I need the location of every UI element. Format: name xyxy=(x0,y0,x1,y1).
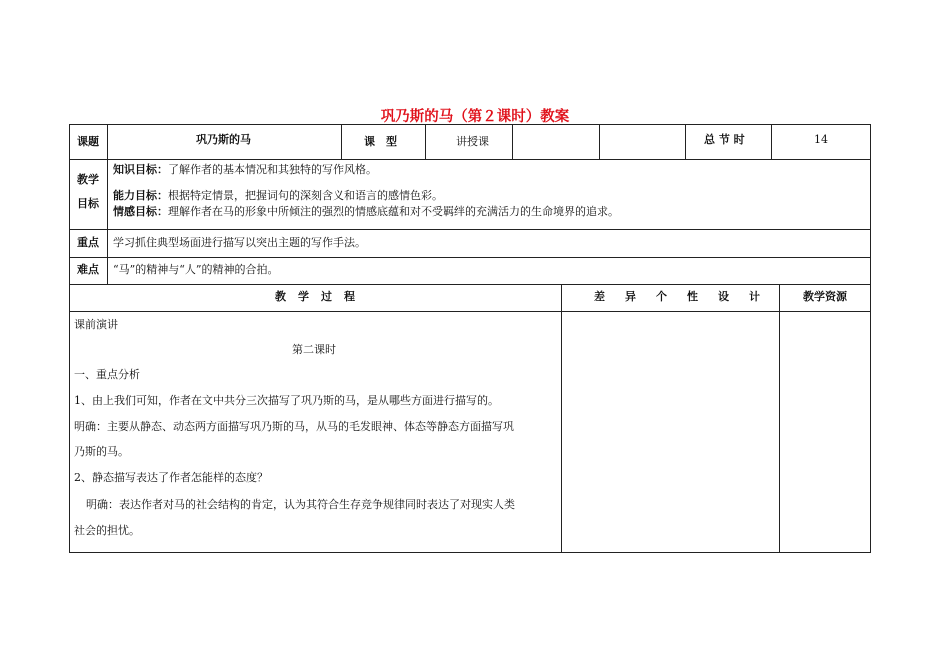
hours-value: 14 xyxy=(814,133,828,146)
type-value: 讲授课 xyxy=(456,135,489,148)
row-divider xyxy=(70,257,870,258)
knowledge-text: 了解作者的基本情况和其独特的写作风格。 xyxy=(168,163,377,176)
answer-1-line-2: 乃斯的马。 xyxy=(74,445,129,458)
lesson-plan-table xyxy=(69,124,871,553)
row-divider xyxy=(70,311,870,312)
topic-value: 巩乃斯的马 xyxy=(196,133,251,146)
row-divider xyxy=(70,159,870,160)
emotion-label: 情感目标： xyxy=(113,205,168,218)
objective-emotion xyxy=(113,205,619,219)
col-divider xyxy=(779,284,780,552)
objectives-label-1: 教学 xyxy=(77,173,99,186)
section-heading: 一、重点分析 xyxy=(74,368,140,381)
key-point-text: 学习抓住典型场面进行描写以突出主题的写作手法。 xyxy=(113,236,366,249)
row-divider xyxy=(70,284,870,285)
objective-knowledge xyxy=(113,163,377,177)
answer-1-line-1: 明确：主要从静态、动态两方面描写巩乃斯的马，从马的毛发眼神、体态等静态方面描写巩 xyxy=(74,420,514,433)
objectives-label-2: 目标 xyxy=(77,197,99,210)
col-divider xyxy=(685,125,686,159)
difficulty-label: 难点 xyxy=(77,263,99,276)
col-divider xyxy=(512,125,513,159)
col-divider xyxy=(107,125,108,284)
question-2: 2、静态描写表达了作者怎能样的态度？ xyxy=(74,471,268,484)
column-header-resources: 教学资源 xyxy=(803,290,847,303)
lesson-line: 第二课时 xyxy=(292,343,336,356)
key-point-label: 重点 xyxy=(77,236,99,249)
answer-2-line-1: 明确：表达作者对马的社会结构的肯定，认为其符合生存竞争规律同时表达了对现实人类 xyxy=(86,498,515,511)
col-divider xyxy=(771,125,772,159)
ability-text: 根据特定情景，把握词句的深刻含义和语言的感情色彩。 xyxy=(168,189,443,202)
answer-2-line-2: 社会的担忧。 xyxy=(74,524,140,537)
type-label: 课 型 xyxy=(364,135,397,148)
question-1: 1、由上我们可知，作者在文中共分三次描写了巩乃斯的马，是从哪些方面进行描写的。 xyxy=(74,394,499,407)
column-header-diff-design: 差异个性设计 xyxy=(594,290,780,303)
col-divider xyxy=(425,125,426,159)
topic-label: 课题 xyxy=(77,135,99,148)
document-title: 巩乃斯的马（第２课时）教案 xyxy=(380,109,570,125)
column-header-process: 教学过程 xyxy=(275,290,367,303)
speech-line: 课前演讲 xyxy=(74,318,118,331)
col-divider xyxy=(341,125,342,159)
hours-label: 总 节 时 xyxy=(704,133,745,146)
row-divider xyxy=(70,229,870,230)
objective-ability xyxy=(113,189,443,203)
knowledge-label: 知识目标： xyxy=(113,163,168,176)
col-divider xyxy=(561,284,562,552)
ability-label: 能力目标： xyxy=(113,189,168,202)
emotion-text: 理解作者在马的形象中所倾注的强烈的情感底蕴和对不受羁绊的充满活力的生命境界的追求。 xyxy=(168,205,619,218)
col-divider xyxy=(599,125,600,159)
difficulty-text: “马”的精神与“人”的精神的合拍。 xyxy=(113,263,279,276)
